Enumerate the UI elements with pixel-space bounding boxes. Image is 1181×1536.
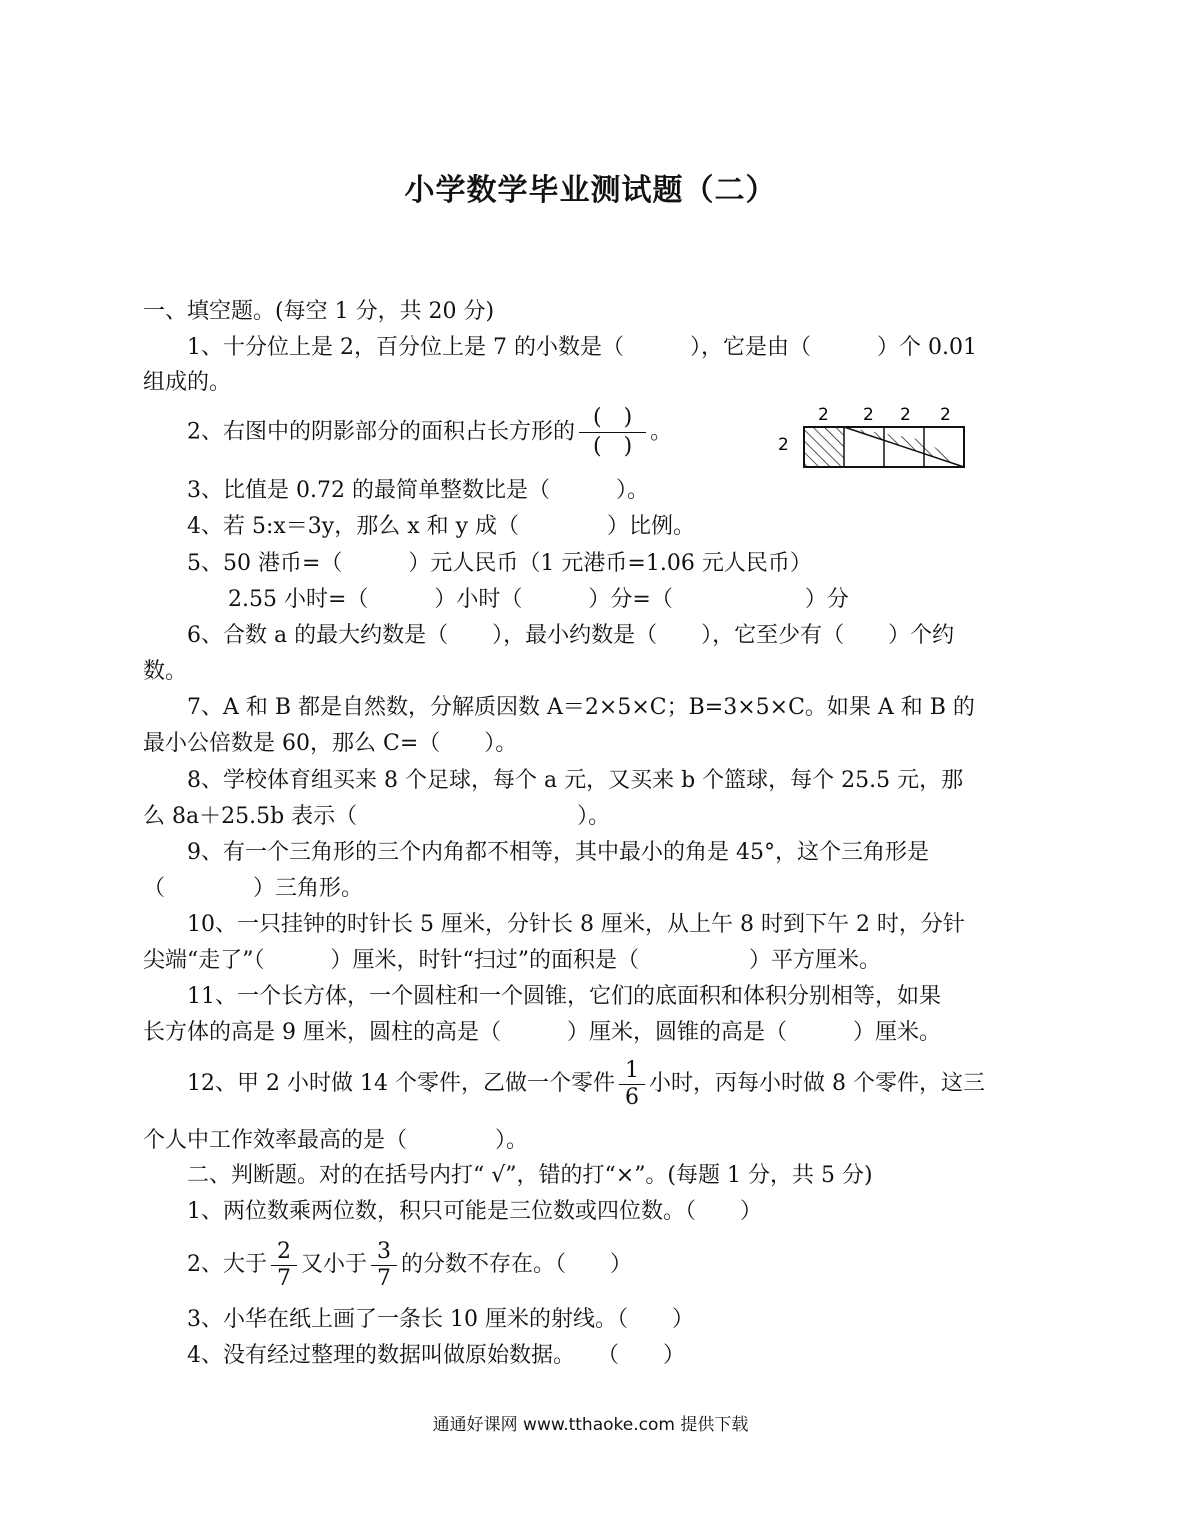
question-8-line-2: 么 8a＋25.5b 表示（ ）。 xyxy=(143,804,611,829)
judge-2-fraction-1-numerator: 2 xyxy=(271,1239,297,1266)
question-5-line-1: 5、50 港币=（ ）元人民币（1 元港币=1.06 元人民币） xyxy=(187,551,812,576)
question-10-line-1: 10、一只挂钟的时针长 5 厘米，分针长 8 厘米，从上午 8 时到下午 2 时，分针 xyxy=(187,912,965,937)
question-6-line-1: 6、合数 a 的最大约数是（ ），最小约数是（ ），它至少有（ ）个约 xyxy=(187,623,955,648)
question-7-line-2: 最小公倍数是 60，那么 C=（ ）。 xyxy=(143,731,518,756)
question-1-line-1: 1、十分位上是 2，百分位上是 7 的小数是（ ），它是由（ ）个 0.01 xyxy=(187,335,977,360)
shaded-rectangle-diagram xyxy=(774,400,974,475)
page-title: 小学数学毕业测试题（二） xyxy=(404,173,777,208)
question-3: 3、比值是 0.72 的最简单整数比是（ ）。 xyxy=(187,478,649,503)
judge-3: 3、小华在纸上画了一条长 10 厘米的射线。（ ） xyxy=(187,1307,694,1332)
question-12-fraction xyxy=(619,1058,645,1111)
question-10-line-2: 尖端“走了”（ ）厘米，时针“扫过”的面积是（ ）平方厘米。 xyxy=(143,948,881,973)
top-label-3: 2 xyxy=(900,405,911,425)
question-8-line-1: 8、学校体育组买来 8 个足球，每个 a 元，又买来 b 个篮球，每个 25.5 元，那 xyxy=(187,768,964,793)
judge-2 xyxy=(187,1237,632,1293)
question-11-line-2: 长方体的高是 9 厘米，圆柱的高是（ ）厘米，圆锥的高是（ ）厘米。 xyxy=(143,1020,941,1045)
question-2-fraction-denominator: ( ) xyxy=(593,434,633,459)
question-2 xyxy=(187,404,672,461)
question-4: 4、若 5:x＝3y，那么 x 和 y 成（ ）比例。 xyxy=(187,514,696,539)
question-7-line-1: 7、A 和 B 都是自然数，分解质因数 A＝2×5×C；B=3×5×C。如果 A 和 B 的 xyxy=(187,695,975,720)
top-label-4: 2 xyxy=(940,405,951,425)
rectangle-figure xyxy=(774,400,974,479)
judge-2-end: 的分数不存在。（ ） xyxy=(401,1252,633,1277)
question-9-line-2: （ ）三角形。 xyxy=(143,876,364,901)
question-11-line-1: 11、一个长方体，一个圆柱和一个圆锥，它们的底面积和体积分别相等，如果 xyxy=(187,984,941,1009)
shaded-square xyxy=(804,427,844,467)
top-label-1: 2 xyxy=(818,405,829,425)
question-2-fraction xyxy=(579,404,646,461)
judge-2-middle: 又小于 xyxy=(301,1252,368,1277)
side-label: 2 xyxy=(778,435,789,455)
question-1-line-2: 组成的。 xyxy=(143,370,232,395)
question-12-fraction-numerator: 1 xyxy=(619,1058,645,1085)
question-12-fraction-denominator: 6 xyxy=(624,1084,639,1110)
question-6-line-2: 数。 xyxy=(143,659,188,684)
question-12-text-end: 小时，丙每小时做 8 个零件，这三 xyxy=(648,1071,985,1096)
top-label-2: 2 xyxy=(863,405,874,425)
judge-1: 1、两位数乘两位数，积只可能是三位数或四位数。（ ） xyxy=(187,1199,762,1224)
judge-4: 4、没有经过整理的数据叫做原始数据。 （ ） xyxy=(187,1343,685,1368)
question-12-line-2: 个人中工作效率最高的是（ ）。 xyxy=(143,1128,529,1153)
question-2-fraction-numerator: ( ) xyxy=(579,404,646,433)
judge-2-fraction-2-denominator: 7 xyxy=(377,1265,392,1291)
question-5-line-2: 2.55 小时=（ ）小时（ ）分=（ ）分 xyxy=(228,587,849,612)
question-2-text: 2、右图中的阴影部分的面积占长方形的 xyxy=(187,419,575,445)
section1-heading: 一、填空题。(每空 1 分，共 20 分) xyxy=(143,299,495,324)
section2-heading: 二、判断题。对的在括号内打“ √”，错的打“×”。(每题 1 分，共 5 分) xyxy=(187,1163,873,1188)
judge-2-fraction-1 xyxy=(271,1239,297,1292)
question-12-text: 12、甲 2 小时做 14 个零件，乙做一个零件 xyxy=(187,1071,615,1096)
judge-2-fraction-2-numerator: 3 xyxy=(371,1239,397,1266)
footer-credit: 通通好课网 www.tthaoke.com 提供下载 xyxy=(432,1415,749,1435)
question-12-line-1 xyxy=(187,1056,985,1112)
judge-2-fraction-2 xyxy=(371,1239,397,1292)
judge-2-text: 2、大于 xyxy=(187,1252,267,1277)
question-9-line-1: 9、有一个三角形的三个内角都不相等，其中最小的角是 45°，这个三角形是 xyxy=(187,840,929,865)
question-2-end: 。 xyxy=(650,419,673,445)
judge-2-fraction-1-denominator: 7 xyxy=(277,1265,291,1291)
